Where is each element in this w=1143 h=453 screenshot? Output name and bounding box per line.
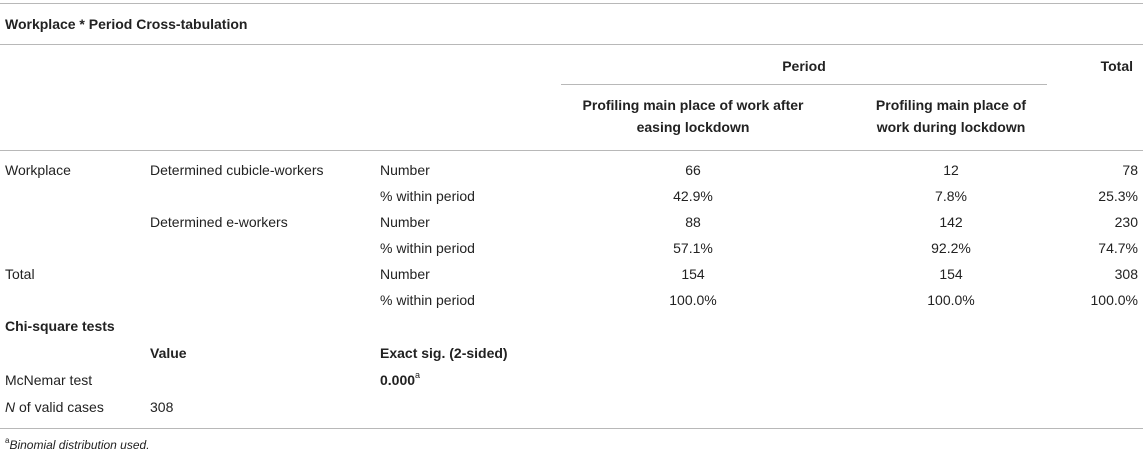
rule-under-header bbox=[0, 150, 1143, 151]
row-measure-label: Number bbox=[380, 162, 430, 178]
cell-total: 308 bbox=[1114, 266, 1138, 282]
footnote-marker: a bbox=[5, 436, 10, 445]
total-header: Total bbox=[1100, 58, 1133, 74]
col1-header bbox=[561, 96, 825, 136]
cell-col1: 66 bbox=[685, 162, 701, 178]
rule-top bbox=[0, 3, 1143, 4]
rule-under-title bbox=[0, 44, 1143, 45]
col1-header-line2: easing lockdown bbox=[636, 119, 750, 135]
footnote bbox=[5, 436, 150, 452]
cell-col2: 142 bbox=[939, 214, 963, 230]
row-measure-label: Number bbox=[380, 214, 430, 230]
row-measure-label: % within period bbox=[380, 240, 475, 256]
table-title: Workplace * Period Cross-tabulation bbox=[5, 16, 248, 32]
row-subgroup-label: Determined e-workers bbox=[150, 214, 288, 230]
cell-col1: 42.9% bbox=[673, 188, 713, 204]
chi-square-title: Chi-square tests bbox=[5, 318, 115, 334]
mcnemar-label: McNemar test bbox=[5, 372, 93, 388]
mcnemar-value bbox=[380, 371, 420, 389]
cell-col2: 92.2% bbox=[931, 240, 971, 256]
cell-col2: 7.8% bbox=[935, 188, 967, 204]
period-header: Period bbox=[782, 58, 826, 74]
row-group-label: Total bbox=[5, 266, 35, 282]
cell-col1: 154 bbox=[681, 266, 705, 282]
cell-total: 78 bbox=[1122, 162, 1138, 178]
cell-total: 230 bbox=[1114, 214, 1138, 230]
cell-total: 100.0% bbox=[1090, 292, 1138, 308]
rule-under-period bbox=[561, 84, 1047, 85]
cell-col1: 88 bbox=[685, 214, 701, 230]
row-subgroup-label: Determined cubicle-workers bbox=[150, 162, 324, 178]
mcnemar-value-number: 0.000 bbox=[380, 372, 416, 388]
row-measure-label: % within period bbox=[380, 292, 475, 308]
cell-col1: 57.1% bbox=[673, 240, 713, 256]
mcnemar-footnote-marker: a bbox=[415, 370, 421, 381]
rule-bottom bbox=[0, 428, 1143, 429]
col2-header bbox=[855, 96, 1047, 136]
exact-sig-header: Exact sig. (2-sided) bbox=[380, 345, 508, 361]
cell-col2: 154 bbox=[939, 266, 963, 282]
cell-col2: 100.0% bbox=[927, 292, 975, 308]
cell-col1: 100.0% bbox=[669, 292, 717, 308]
value-header: Value bbox=[150, 345, 187, 361]
valid-cases-label bbox=[5, 398, 104, 416]
valid-cases-label-rest: of valid cases bbox=[15, 399, 104, 415]
cell-total: 74.7% bbox=[1098, 240, 1138, 256]
row-measure-label: % within period bbox=[380, 188, 475, 204]
row-group-label: Workplace bbox=[5, 162, 71, 178]
row-measure-label: Number bbox=[380, 266, 430, 282]
valid-cases-value: 308 bbox=[150, 399, 174, 415]
col1-header-line1: Profiling main place of work after bbox=[582, 97, 804, 113]
valid-cases-label-n: N bbox=[5, 399, 16, 415]
col2-header-line2: work during lockdown bbox=[876, 119, 1026, 135]
footnote-text: Binomial distribution used. bbox=[9, 438, 150, 452]
col2-header-line1: Profiling main place of bbox=[875, 97, 1027, 113]
cell-total: 25.3% bbox=[1098, 188, 1138, 204]
cell-col2: 12 bbox=[943, 162, 959, 178]
